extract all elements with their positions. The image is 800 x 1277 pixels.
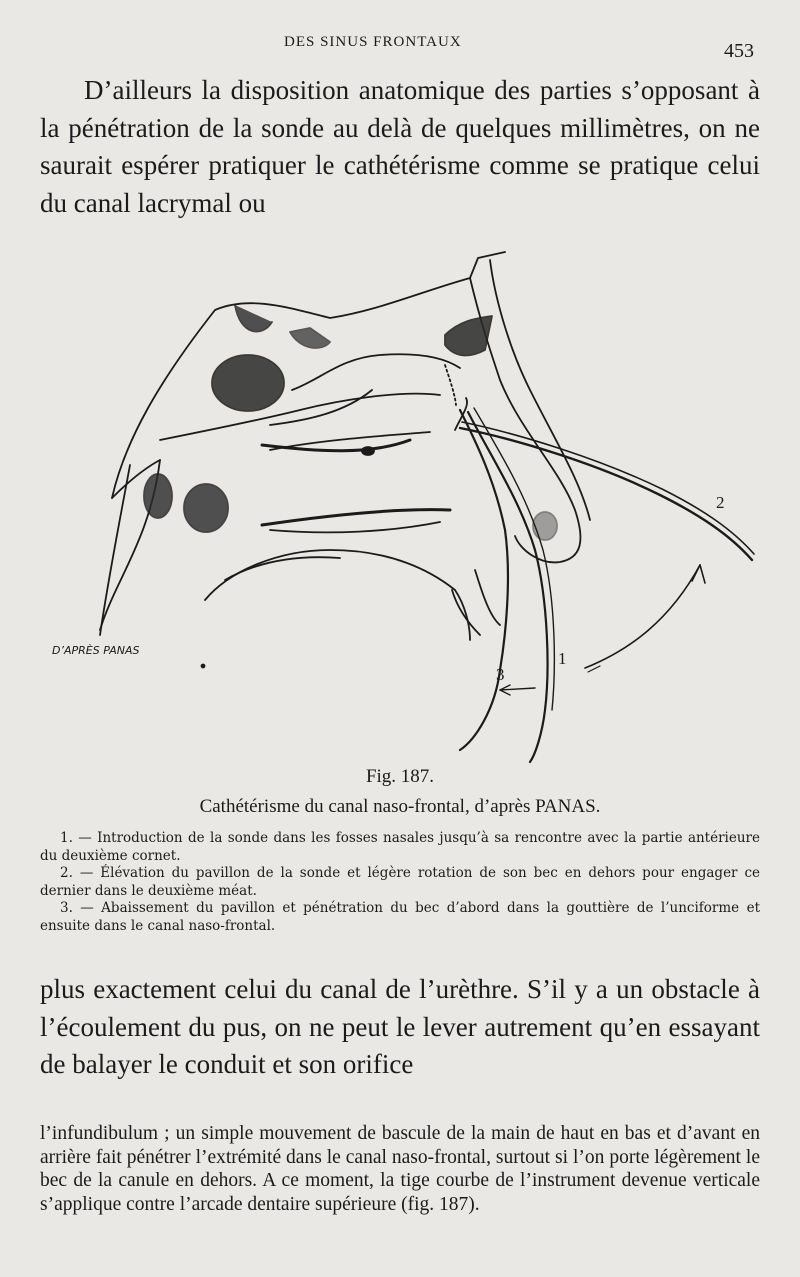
paragraph-text: plus exactement celui du canal de l’urèthre. S’il y a un obstacle à l’écoulement du pus, on ne peut le lever autrement qu’en essayant de balayer le conduit et son orifice — [40, 974, 760, 1079]
figure-legend — [40, 830, 760, 935]
body-paragraph-small — [40, 1122, 760, 1216]
figure-label: Fig. 187. — [365, 766, 435, 787]
paragraph-text: D’ailleurs la disposition anatomique des parties s’opposant à la pénétration de la sonde au delà de quelques millimètres, on ne saurait espérer pratiquer le cathétérisme comme se pratique celui du canal lacrymal ou — [40, 75, 760, 218]
legend-item: 2. — Élévation du pavillon de la sonde et légère rotation de son bec en dehors pour engager ce dernier dans le deuxième méat. — [40, 865, 760, 899]
figure-caption: Cathétérisme du canal naso-frontal, d’après PANAS. — [199, 796, 601, 817]
anatomical-illustration — [0, 240, 800, 765]
figure-number-3: 3 — [496, 665, 505, 684]
body-paragraph-bottom — [40, 971, 760, 1084]
page-number: 453 — [724, 40, 754, 62]
figure-number-2: 2 — [716, 493, 725, 512]
legend-item: 3. — Abaissement du pavillon et pénétration du bec d’abord dans la gouttière de l’unciforme et ensuite dans le canal naso-frontal. — [40, 900, 760, 934]
figure-credit: D’APRÈS PANAS — [52, 644, 140, 657]
figure-number-1: 1 — [558, 649, 567, 668]
running-title: DES SINUS FRONTAUX — [284, 34, 462, 50]
body-paragraph-top — [40, 72, 760, 222]
paragraph-text: l’infundibulum ; un simple mouvement de bascule de la main de haut en bas et d’avant en arrière fait pénétrer l’extrémité dans le canal naso-frontal, surtout si l’on porte légèrement le bec de la canule en dehors. A ce moment, la tige courbe de l’instrument devenue verticale s’applique contre l’arcade dentaire supérieure (fig. 187). — [40, 1123, 760, 1215]
legend-item: 1. — Introduction de la sonde dans les fosses nasales jusqu’à sa rencontre avec la partie antérieure du deuxième cornet. — [40, 830, 760, 864]
